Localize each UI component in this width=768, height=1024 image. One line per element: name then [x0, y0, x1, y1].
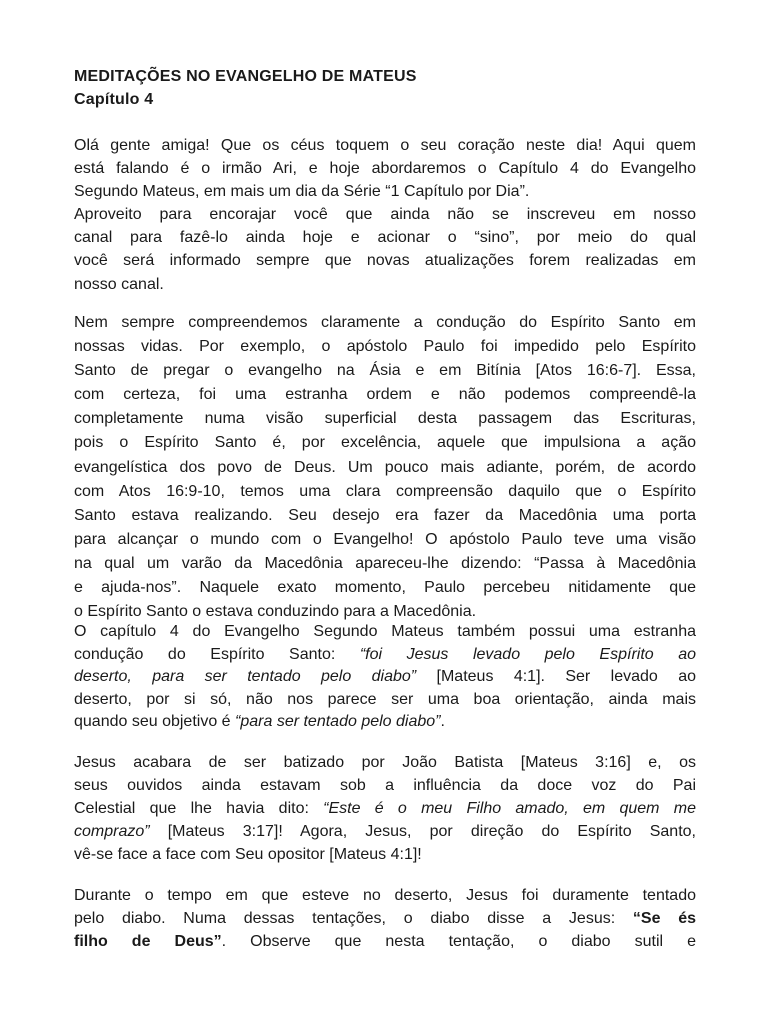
quote-italic: “foi Jesus levado pelo Espírito ao — [359, 645, 696, 663]
text-line — [74, 774, 696, 797]
text-line — [74, 383, 696, 407]
text-line — [74, 203, 696, 226]
text-line — [74, 930, 696, 953]
text-line — [74, 751, 696, 774]
text-line — [74, 431, 696, 455]
text-line — [74, 504, 696, 528]
document-title: MEDITAÇÕES NO EVANGELHO DE MATEUS — [74, 68, 417, 85]
text-segment: com Atos 16:9-10, temos uma clara compreensão daquilo que o Espírito — [74, 482, 696, 500]
text-line — [74, 359, 696, 383]
text-segment: Santo de pregar o evangelho na Ásia e em Bitínia [Atos 16:6-7]. Essa, — [74, 362, 696, 380]
text-segment: Segundo Mateus, em mais um dia da Série “1 Capítulo por Dia”. — [74, 183, 530, 201]
text-line — [74, 711, 696, 734]
text-segment: Jesus acabara de ser batizado por João Batista [Mateus 3:16] e, os — [74, 754, 696, 771]
text-segment: o Espírito Santo o estava conduzindo para a Macedônia. — [74, 603, 477, 621]
text-segment: você será informado sempre que novas atualizações forem realizadas em — [74, 252, 696, 270]
text-segment: nosso canal. — [74, 275, 164, 293]
text-line — [74, 843, 696, 866]
text-line — [74, 273, 696, 296]
text-line — [74, 407, 696, 431]
text-segment: Celestial que lhe havia dito: — [74, 800, 324, 817]
text-line — [74, 480, 696, 504]
text-segment: Aproveito para encorajar você que ainda não se inscreveu em nosso — [74, 206, 696, 224]
text-segment: com certeza, foi uma estranha ordem e não podemos compreendê-la — [74, 386, 696, 404]
text-segment: Durante o tempo em que esteve no deserto, Jesus foi duramente tentado — [74, 887, 696, 904]
text-line — [74, 552, 696, 576]
quote-italic: “Este é o meu Filho amado, em quem me — [323, 800, 696, 817]
text-segment: e ajuda-nos”. Naquele exato momento, Paulo percebeu nitidamente que — [74, 579, 696, 597]
text-segment: [Mateus 3:17]! Agora, Jesus, por direção do Espírito Santo, — [149, 823, 696, 840]
text-line — [74, 797, 696, 820]
text-segment: na qual um varão da Macedônia apareceu-lhe dizendo: “Passa à Macedônia — [74, 554, 696, 572]
text-line — [74, 644, 696, 667]
paragraph-temptation — [74, 884, 696, 953]
text-segment: condução do Espírito Santo: — [74, 645, 360, 663]
text-line — [74, 180, 696, 203]
text-line — [74, 456, 696, 480]
text-segment: . — [440, 713, 445, 730]
text-segment: deserto, por si só, não nos parece ser uma boa orientação, ainda mais — [74, 690, 696, 708]
text-segment: canal para fazê-lo ainda hoje e acionar o “sino”, por meio do qual — [74, 229, 696, 247]
text-line — [74, 528, 696, 552]
text-line — [74, 249, 696, 272]
quote-italic: deserto, para ser tentado pelo diabo” — [74, 668, 417, 685]
text-segment: O capítulo 4 do Evangelho Segundo Mateus também possui uma estranha — [74, 623, 696, 640]
text-line — [74, 907, 696, 930]
text-segment: vê-se face a face com Seu opositor [Mateus 4:1]! — [74, 846, 422, 863]
text-segment: evangelística dos povo de Deus. Um pouco mais adiante, porém, de acordo — [74, 458, 696, 476]
paragraph-holy-spirit-guidance — [74, 311, 696, 624]
text-segment: para alcançar o mundo com o Evangelho! O apóstolo Paulo teve uma visão — [74, 530, 696, 548]
text-line — [74, 820, 696, 843]
text-line — [74, 689, 696, 712]
text-line — [74, 666, 696, 689]
paragraph-baptism — [74, 751, 696, 866]
text-segment: quando seu objetivo é — [74, 713, 236, 730]
quote-bold: filho de Deus” — [74, 933, 222, 950]
text-line — [74, 576, 696, 600]
quote-italic: comprazo” — [74, 823, 150, 840]
text-segment: nossas vidas. Por exemplo, o apóstolo Paulo foi impedido pelo Espírito — [74, 338, 696, 356]
text-line — [74, 226, 696, 249]
paragraph-chapter-4 — [74, 621, 696, 734]
text-line — [74, 157, 696, 180]
chapter-subtitle: Capítulo 4 — [74, 91, 154, 108]
text-segment: . Observe que nesta tentação, o diabo sutil e — [221, 933, 696, 950]
text-line — [74, 335, 696, 359]
text-segment: pois o Espírito Santo é, por excelência, aquele que impulsiona a ação — [74, 434, 696, 452]
text-segment: Santo estava realizando. Seu desejo era fazer da Macedônia uma porta — [74, 506, 696, 524]
text-segment: Nem sempre compreendemos claramente a condução do Espírito Santo em — [74, 314, 696, 331]
text-segment: está falando é o irmão Ari, e hoje abordaremos o Capítulo 4 do Evangelho — [74, 160, 696, 178]
text-segment: completamente numa visão superficial desta passagem das Escrituras, — [74, 410, 696, 428]
quote-italic: “para ser tentado pelo diabo” — [235, 713, 441, 730]
text-line — [74, 134, 696, 157]
text-segment: [Mateus 4:1]. Ser levado ao — [416, 668, 696, 685]
paragraph-intro — [74, 134, 696, 296]
text-segment: Olá gente amiga! Que os céus toquem o seu coração neste dia! Aqui quem — [74, 137, 696, 154]
text-line — [74, 311, 696, 335]
text-line — [74, 884, 696, 907]
text-segment: pelo diabo. Numa dessas tentações, o diabo disse a Jesus: — [74, 910, 633, 927]
text-line — [74, 621, 696, 644]
text-segment: seus ouvidos ainda estavam sob a influência da doce voz do Pai — [74, 777, 696, 794]
quote-bold: “Se és — [632, 910, 696, 927]
